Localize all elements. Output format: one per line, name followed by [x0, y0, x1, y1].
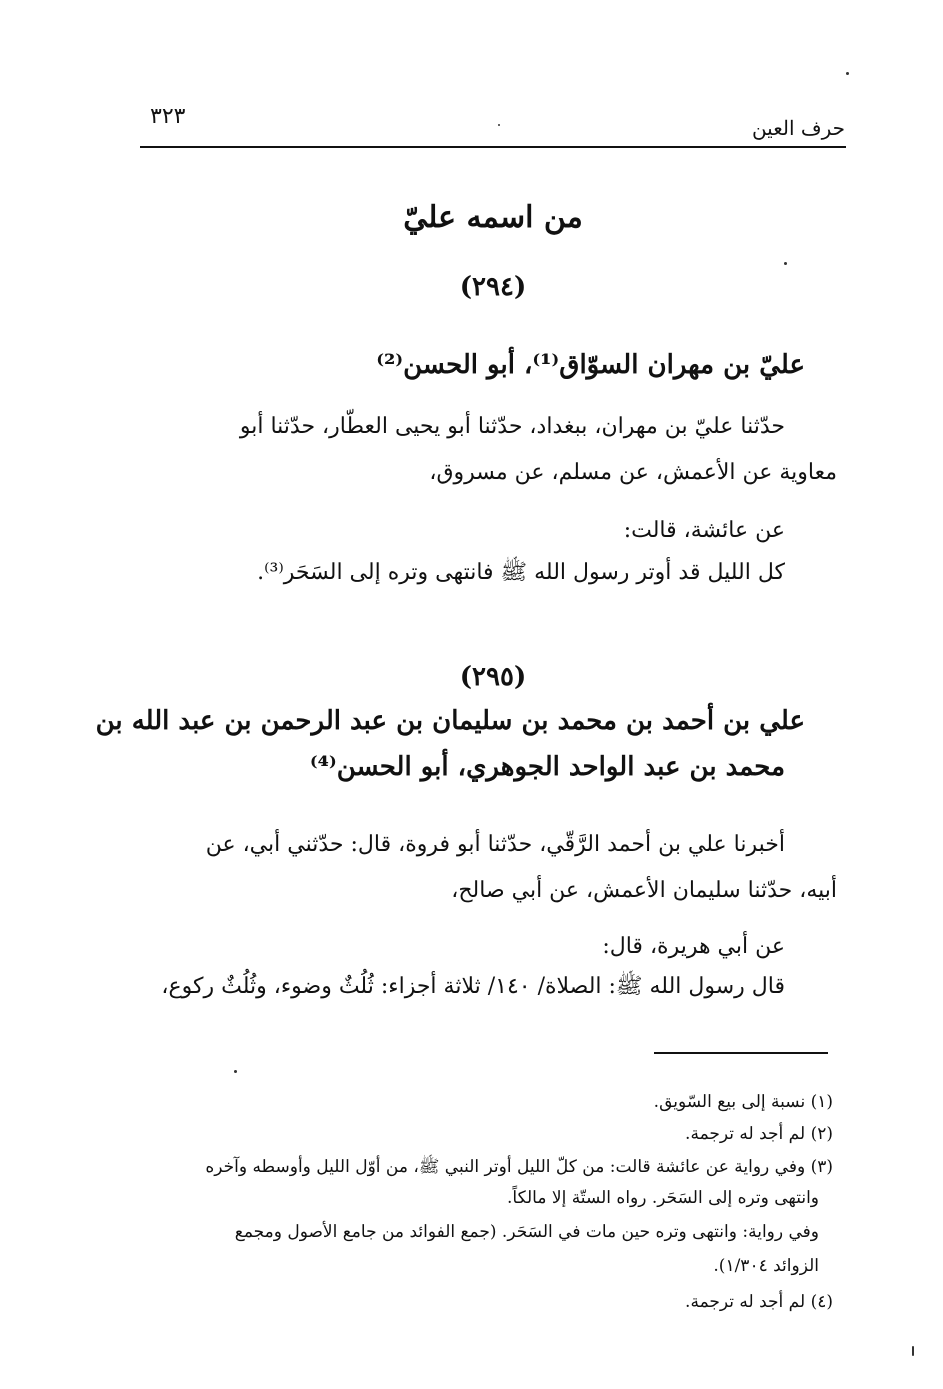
footnote-1: (١) نسبة إلى بيع السّويق. — [653, 1092, 833, 1112]
footnote-2: (٢) لم أجد له ترجمة. — [685, 1124, 833, 1144]
entry-294-body-line-3: عن عائشة، قالت: — [623, 518, 785, 543]
entry-294-body-line-2: معاوية عن الأعمش، عن مسلم، عن مسروق، — [429, 460, 837, 485]
entry-number-295: (٢٩٥) — [459, 662, 527, 692]
section-title: من اسمه عليّ — [403, 200, 583, 235]
entry-295-body-line-3: عن أبي هريرة، قال: — [602, 934, 785, 959]
scan-speck — [498, 124, 500, 126]
entry-number-294: (٢٩٤) — [459, 272, 527, 302]
scan-speck — [846, 72, 849, 75]
entry-295-body-line-2: أبيه، حدّثنا سليمان الأعمش، عن أبي صالح، — [451, 878, 837, 903]
scan-speck — [234, 1070, 237, 1073]
scan-speck — [912, 1346, 914, 1356]
running-title: حرف العين — [751, 116, 845, 140]
entry-294-body-line-1: حدّثنا عليّ بن مهران، ببغداد، حدّثنا أبو يحيى العطّار، حدّثنا أبو — [239, 414, 785, 439]
entry-294-body-line-4: كل الليل قد أوتر رسول الله ﷺ فانتهى وتره إلى السَحَر⁽³⁾. — [257, 560, 785, 585]
footnote-3-line-3: وفي رواية: وانتهى وتره حين مات في السَحَر. (جمع الفوائد من جامع الأصول ومجمع — [234, 1222, 819, 1242]
footnote-3-line-4: الزوائد ١/٣٠٤). — [713, 1256, 819, 1276]
entry-295-body-line-4: قال رسول الله ﷺ: الصلاة/ ١٤٠/ ثلاثة أجزاء: ثُلُثٌ وضوء، وثُلُثٌ ركوع، — [161, 974, 785, 999]
entry-title-294: عليّ بن مهران السوّاق⁽¹⁾، أبو الحسن⁽²⁾ — [376, 350, 805, 380]
footnote-3-line-1: (٣) وفي رواية عن عائشة قالت: من كلّ الليل أوتر النبي ﷺ، من أوّل الليل وأوسطه وآخره — [205, 1157, 833, 1177]
footnote-rule — [654, 1052, 828, 1054]
scan-speck — [784, 262, 787, 265]
entry-295-body-line-1: أخبرنا علي بن أحمد الرَّقّي، حدّثنا أبو فروة، قال: حدّثني أبي، عن — [205, 832, 785, 857]
entry-title-295-line-2: محمد بن عبد الواحد الجوهري، أبو الحسن⁽⁴⁾ — [309, 752, 785, 782]
entry-title-295-line-1: علي بن أحمد بن محمد بن سليمان بن عبد الرحمن بن عبد الله بن — [95, 706, 805, 736]
footnote-3-line-2: وانتهى وتره إلى السَحَر. رواه الستّة إلا مالكاً. — [507, 1188, 819, 1208]
header-rule — [140, 146, 846, 148]
page-number: ٣٢٣ — [150, 104, 186, 129]
footnote-4: (٤) لم أجد له ترجمة. — [685, 1292, 833, 1312]
